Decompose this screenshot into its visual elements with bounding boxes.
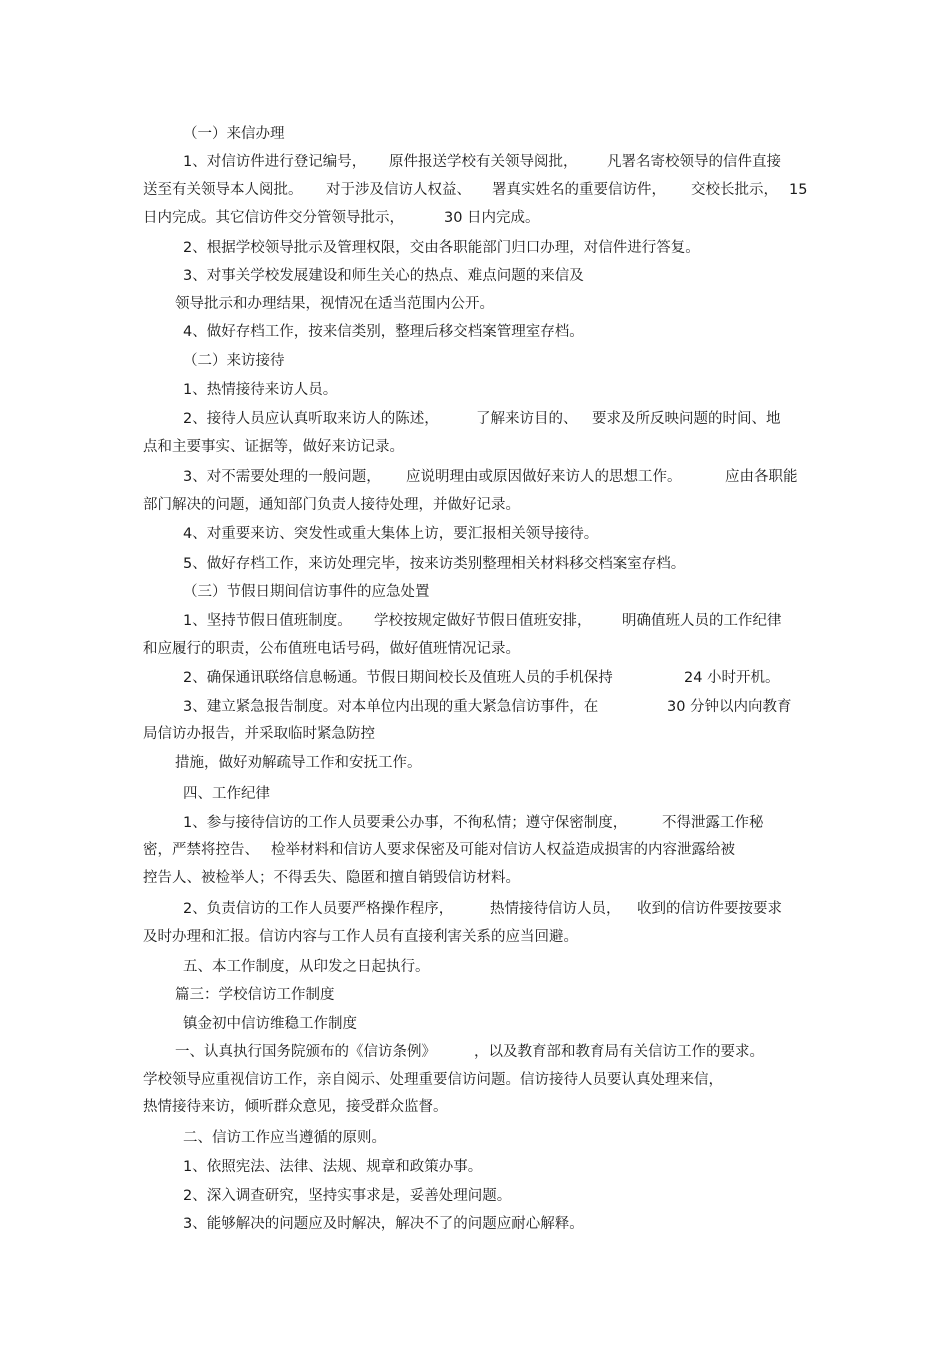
text-line bbox=[0, 985, 950, 1005]
text-segment: 2、接待人员应认真听取来访人的陈述， bbox=[183, 411, 439, 427]
text-line bbox=[0, 1042, 950, 1062]
text-segment: 和应履行的职责，公布值班电话号码，做好值班情况记录。 bbox=[143, 641, 520, 657]
text-segment: 对于涉及信访人权益、 bbox=[326, 182, 471, 198]
text-line bbox=[0, 1097, 950, 1117]
text-line bbox=[0, 784, 950, 804]
text-segment: 密，严禁将控告、 bbox=[143, 842, 259, 858]
text-line bbox=[0, 467, 950, 487]
text-segment: 热情接待信访人员， bbox=[490, 901, 621, 917]
text-line bbox=[0, 152, 950, 172]
text-segment: 4、做好存档工作，按来信类别，整理后移交档案管理室存档。 bbox=[183, 324, 584, 340]
text-segment: 控告人、被检举人；不得丢失、隐匿和擅自销毁信访材料。 bbox=[143, 870, 520, 886]
text-segment: 2、负责信访的工作人员要严格操作程序， bbox=[183, 901, 454, 917]
text-line bbox=[0, 753, 950, 773]
text-line bbox=[0, 524, 950, 544]
text-segment: 措施，做好劝解疏导工作和安抚工作。 bbox=[175, 755, 422, 771]
text-segment: 原件报送学校有关领导阅批， bbox=[389, 154, 578, 170]
text-segment: 部门解决的问题，通知部门负责人接待处理，并做好记录。 bbox=[143, 497, 520, 513]
text-line bbox=[0, 697, 950, 717]
text-segment: 1、依照宪法、法律、法规、规章和政策办事。 bbox=[183, 1159, 483, 1175]
text-segment: （二）来访接待 bbox=[183, 353, 285, 369]
text-line bbox=[0, 437, 950, 457]
text-segment: （三）节假日期间信访事件的应急处置 bbox=[183, 584, 430, 600]
text-segment: 点和主要事实、证据等，做好来访记录。 bbox=[143, 439, 404, 455]
text-line bbox=[0, 351, 950, 371]
text-line bbox=[0, 639, 950, 659]
text-line bbox=[0, 554, 950, 574]
text-line bbox=[0, 180, 950, 200]
text-segment: 篇三：学校信访工作制度 bbox=[175, 987, 335, 1003]
text-line bbox=[0, 813, 950, 833]
text-line bbox=[0, 1014, 950, 1034]
text-line bbox=[0, 957, 950, 977]
text-segment: 日内完成。其它信访件交分管领导批示， bbox=[143, 210, 404, 226]
text-segment: 交校长批示， bbox=[691, 182, 778, 198]
text-segment: 及时办理和汇报。信访内容与工作人员有直接利害关系的应当回避。 bbox=[143, 929, 578, 945]
text-segment: 二、信访工作应当遵循的原则。 bbox=[183, 1130, 386, 1146]
text-segment: 24 小时开机。 bbox=[684, 670, 780, 686]
text-line bbox=[0, 266, 950, 286]
text-line bbox=[0, 409, 950, 429]
text-segment: 领导批示和办理结果，视情况在适当范围内公开。 bbox=[175, 296, 494, 312]
text-segment: 凡署名寄校领导的信件直接 bbox=[607, 154, 781, 170]
text-line bbox=[0, 294, 950, 314]
text-segment: 四、工作纪律 bbox=[183, 786, 270, 802]
text-segment: 5、做好存档工作，来访处理完毕，按来访类别整理相关材料移交档案室存档。 bbox=[183, 556, 686, 572]
text-segment: 30 分钟以内向教育 bbox=[667, 699, 792, 715]
text-segment: 30 日内完成。 bbox=[444, 210, 540, 226]
text-line bbox=[0, 724, 950, 744]
text-line bbox=[0, 208, 950, 228]
text-segment: 2、确保通讯联络信息畅通。节假日期间校长及值班人员的手机保持 bbox=[183, 670, 613, 686]
text-segment: 1、对信访件进行登记编号， bbox=[183, 154, 367, 170]
text-segment: 学校按规定做好节假日值班安排， bbox=[374, 613, 592, 629]
text-segment: （一）来信办理 bbox=[183, 126, 285, 142]
text-segment: 局信访办报告，并采取临时紧急防控 bbox=[143, 726, 375, 742]
text-segment: 收到的信访件要按要求 bbox=[637, 901, 782, 917]
text-segment: 4、对重要来访、突发性或重大集体上访，要汇报相关领导接待。 bbox=[183, 526, 599, 542]
text-segment: 2、深入调查研究，坚持实事求是，妥善处理问题。 bbox=[183, 1188, 512, 1204]
text-segment: 1、参与接待信访的工作人员要秉公办事，不徇私情；遵守保密制度， bbox=[183, 815, 628, 831]
text-segment: 明确值班人员的工作纪律 bbox=[622, 613, 782, 629]
text-segment: 3、对不需要处理的一般问题， bbox=[183, 469, 381, 485]
text-segment: 署真实姓名的重要信访件， bbox=[492, 182, 666, 198]
text-line bbox=[0, 668, 950, 688]
text-line bbox=[0, 1157, 950, 1177]
text-segment: 3、能够解决的问题应及时解决，解决不了的问题应耐心解释。 bbox=[183, 1216, 584, 1232]
text-line bbox=[0, 582, 950, 602]
text-segment: 应说明理由或原因做好来访人的思想工作。 bbox=[406, 469, 682, 485]
text-segment: 送至有关领导本人阅批。 bbox=[143, 182, 303, 198]
text-line bbox=[0, 868, 950, 888]
text-segment: 15 bbox=[789, 182, 808, 198]
text-line bbox=[0, 899, 950, 919]
text-segment: 2、根据学校领导批示及管理权限，交由各职能部门归口办理，对信件进行答复。 bbox=[183, 240, 700, 256]
text-line bbox=[0, 495, 950, 515]
text-segment: 要求及所反映问题的时间、地 bbox=[592, 411, 781, 427]
text-segment: 热情接待来访，倾听群众意见，接受群众监督。 bbox=[143, 1099, 448, 1115]
text-line bbox=[0, 611, 950, 631]
text-segment: 五、本工作制度，从印发之日起执行。 bbox=[183, 959, 430, 975]
text-segment: ，以及教育部和教育局有关信访工作的要求。 bbox=[474, 1044, 764, 1060]
text-segment: 一、认真执行国务院颁布的《信访条例》 bbox=[175, 1044, 436, 1060]
text-segment: 3、建立紧急报告制度。对本单位内出现的重大紧急信访事件，在 bbox=[183, 699, 599, 715]
text-line bbox=[0, 124, 950, 144]
text-line bbox=[0, 322, 950, 342]
text-segment: 3、对事关学校发展建设和师生关心的热点、难点问题的来信及 bbox=[183, 268, 584, 284]
text-segment: 检举材料和信访人要求保密及可能对信访人权益造成损害的内容泄露给被 bbox=[271, 842, 735, 858]
text-line bbox=[0, 1128, 950, 1148]
text-segment: 学校领导应重视信访工作，亲自阅示、处理重要信访问题。信访接待人员要认真处理来信， bbox=[143, 1072, 723, 1088]
text-segment: 应由各职能 bbox=[725, 469, 798, 485]
text-segment: 1、热情接待来访人员。 bbox=[183, 382, 338, 398]
text-line bbox=[0, 380, 950, 400]
text-line bbox=[0, 927, 950, 947]
text-segment: 了解来访目的、 bbox=[476, 411, 578, 427]
text-segment: 不得泄露工作秘 bbox=[662, 815, 764, 831]
text-line bbox=[0, 1070, 950, 1090]
text-line bbox=[0, 238, 950, 258]
text-line bbox=[0, 1214, 950, 1234]
text-line bbox=[0, 840, 950, 860]
text-line bbox=[0, 1186, 950, 1206]
text-segment: 1、坚持节假日值班制度。 bbox=[183, 613, 352, 629]
text-segment: 镇金初中信访维稳工作制度 bbox=[183, 1016, 357, 1032]
